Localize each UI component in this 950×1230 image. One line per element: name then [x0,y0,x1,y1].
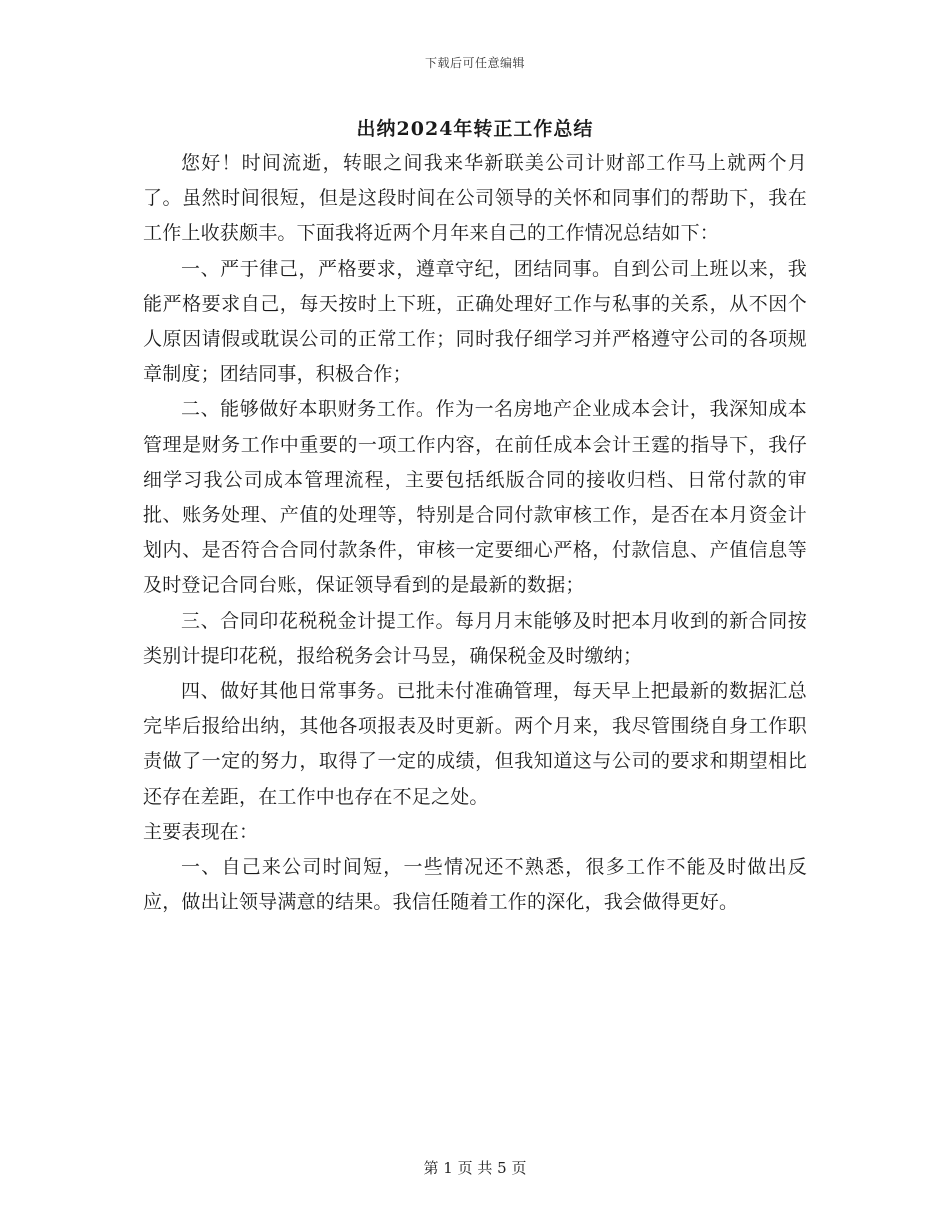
page-number: 第 1 页 共 5 页 [423,1159,527,1177]
page-header-note: 下载后可任意编辑 [424,56,525,70]
paragraph-shortcoming-one: 一、自己来公司时间短，一些情况还不熟悉，很多工作不能及时做出反应，做出让领导满意的结果。我信任随着工作的深化，我会做得更好。 [143,856,807,914]
paragraph-daily-affairs: 四、做好其他日常事务。已批未付准确管理，每天早上把最新的数据汇总完毕后报给出纳，其他各项报表及时更新。两个月来，我尽管围绕自身工作职责做了一定的努力，取得了一定的成绩，但我知道这与公司的要求和期望相比还存在差距，在工作中也存在不足之处。 [143,680,807,808]
document-title: 出纳2024年转正工作总结 [356,118,594,140]
paragraph-greeting: 您好！时间流逝，转眼之间我来华新联美公司计财部工作马上就两个月了。虽然时间很短，但是这段时间在公司领导的关怀和同事们的帮助下，我在工作上收获颇丰。下面我将近两个月年来自己的工作情况总结如下： [143,152,807,245]
paragraph-stamp-tax: 三、合同印花税税金计提工作。每月月末能够及时把本月收到的新合同按类别计提印花税，报给税务会计马昱，确保税金及时缴纳； [143,609,807,667]
paragraph-finance-work: 二、能够做好本职财务工作。作为一名房地产企业成本会计，我深知成本管理是财务工作中重要的一项工作内容，在前任成本会计王霆的指导下，我仔细学习我公司成本管理流程，主要包括纸版合同的接收归档、日常付款的审批、账务处理、产值的处理等，特别是合同付款审核工作，是否在本月资金计划内、是否符合合同付款条件，审核一定要细心严格，付款信息、产值信息等及时登记合同台账，保证领导看到的是最新的数据； [143,398,807,597]
paragraph-main-shortcomings: 主要表现在： [143,820,259,843]
document-body [143,146,807,920]
paragraph-discipline: 一、严于律己，严格要求，遵章守纪，团结同事。自到公司上班以来，我能严格要求自己，每天按时上下班，正确处理好工作与私事的关系，从不因个人原因请假或耽误公司的正常工作；同时我仔细学习并严格遵守公司的各项规章制度；团结同事，积极合作； [143,257,807,386]
